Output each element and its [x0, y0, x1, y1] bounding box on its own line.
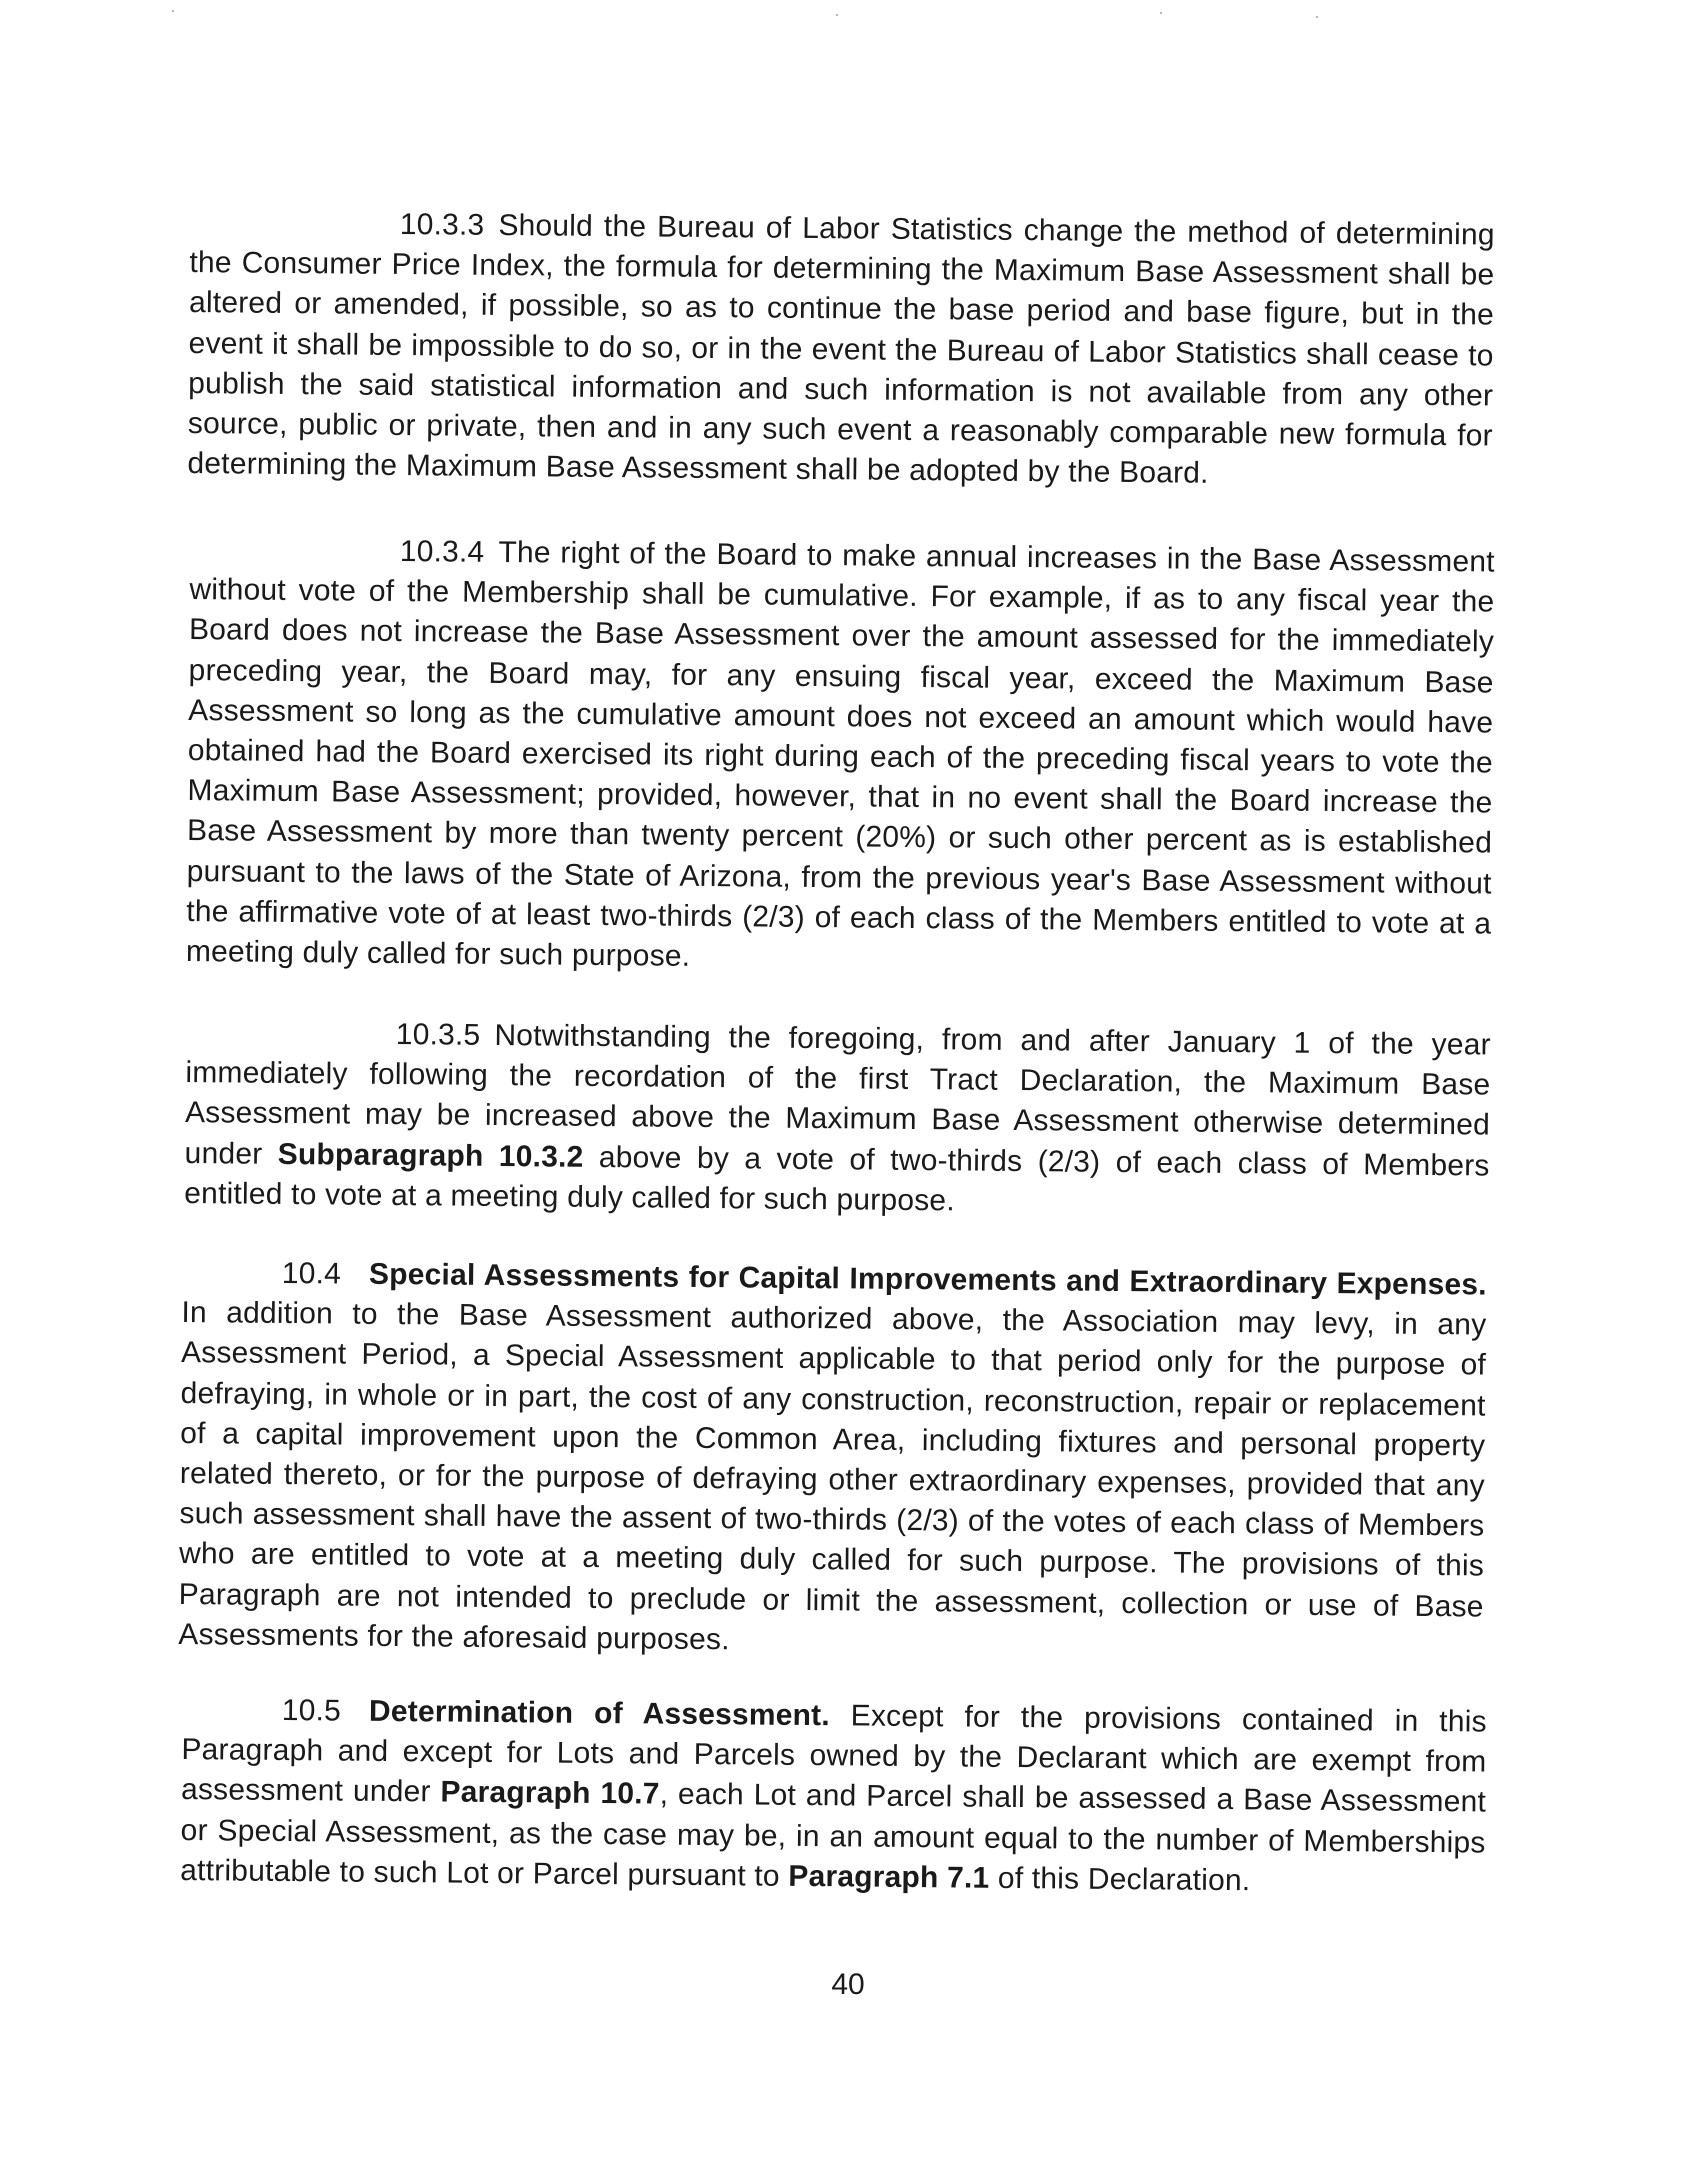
paragraph-10-3-5 [184, 1013, 1491, 1227]
subparagraph-reference: Subparagraph 10.3.2 [277, 1137, 584, 1174]
paragraph-number: 10.5 [281, 1693, 342, 1728]
scan-speck [1160, 12, 1162, 14]
paragraph-text: In addition to the Base Assessment authorized above, the Association may levy, in any Assessment Period, a Special Assessment applicable to that period only for the purpose of defraying, in whole or in part, the cost of any construction, reconstruction, repair or replacement of a capital improvement upon the Common Area, including fixtures and personal property related thereto, or for the purpose of defraying other extraordinary expenses, provided that any such assessment shall have the assent of two-thirds (2/3) of the votes of each class of Members who are entitled to vote at a meeting duly called for such purpose. The provisions of this Paragraph are not intended to preclude or limit the assessment, collection or use of Base Assessments for the aforesaid purposes. [178, 1296, 1487, 1657]
section-heading: Special Assessments for Capital Improvements and Extraordinary Expenses. [368, 1257, 1487, 1302]
scan-speck [172, 10, 174, 12]
paragraph-number: 10.3.3 [399, 208, 485, 242]
section-heading: Determination of Assessment. [368, 1694, 831, 1733]
paragraph-number: 10.4 [281, 1256, 342, 1291]
paragraph-10-3-4 [186, 530, 1495, 985]
scan-speck [836, 14, 838, 16]
paragraph-text: above by a vote of two-thirds (2/3) of each class of Members entitled to vote at a meeting duly called for such purpose. [184, 1140, 1490, 1218]
paragraph-text: Except for the provisions contained in this Paragraph and except for Lots and Parcels owned by the Declarant which are exempt from assessment under [180, 1699, 1487, 1809]
paragraph-number: 10.3.4 [399, 535, 485, 569]
paragraph-number: 10.3.5 [395, 1018, 481, 1052]
paragraph-reference: Paragraph 10.7 [440, 1775, 660, 1811]
paragraph-text: , each Lot and Parcel shall be assessed a Base Assessment or Special Assessment, as the case may be, in an amount equal to the number of Memberships attributable to such Lot or Parcel pursuant to [180, 1777, 1487, 1893]
page-number: 40 [831, 1968, 865, 2001]
paragraph-text: Should the Bureau of Labor Statistics change the method of determining the Consumer Price Index, the formula for determining the Maximum Base Assessment shall be altered or amended, if possible, so as to continue the base period and base figure, but in the event it shall be impossible to do so, or in the event the Bureau of Labor Statistics shall cease to publish the said statistical information and such information is not available from any other source, public or private, then and in any such event a reasonably comparable new formula for determining the Maximum Base Assessment shall be adopted by the Board. [187, 208, 1495, 491]
paragraph-text: The right of the Board to make annual increases in the Base Assessment without vote of the Membership shall be cumulative. For example, if as to any fiscal year the Board does not increase the Base Assessment over the amount assessed for the immediately preceding year, the Board may, for any ensuing fiscal year, exceed the Maximum Base Assessment so long as the cumulative amount does not exceed an amount which would have obtained had the Board exercised its right during each of the preceding fiscal years to vote the Maximum Base Assessment; provided, however, that in no event shall the Board increase the Base Assessment by more than twenty percent (20%) or such other percent as is established pursuant to the laws of the State of Arizona, from the previous year's Base Assessment without the affirmative vote of at least two-thirds (2/3) of each class of the Members entitled to vote at a meeting duly called for such purpose. [185, 535, 1495, 973]
scan-speck [1316, 16, 1318, 18]
paragraph-text: Notwithstanding the foregoing, from and after January 1 of the year immediately following the recordation of the first Tract Declaration, the Maximum Base Assessment may be increased above the Maximum Base Assessment otherwise determined under [184, 1018, 1491, 1171]
paragraph-10-3-3 [187, 203, 1495, 497]
paragraph-reference: Paragraph 7.1 [788, 1859, 990, 1895]
paragraph-10-4 [178, 1253, 1487, 1668]
paragraph-10-5 [180, 1690, 1487, 1904]
paragraph-text: of this Declaration. [997, 1861, 1251, 1898]
